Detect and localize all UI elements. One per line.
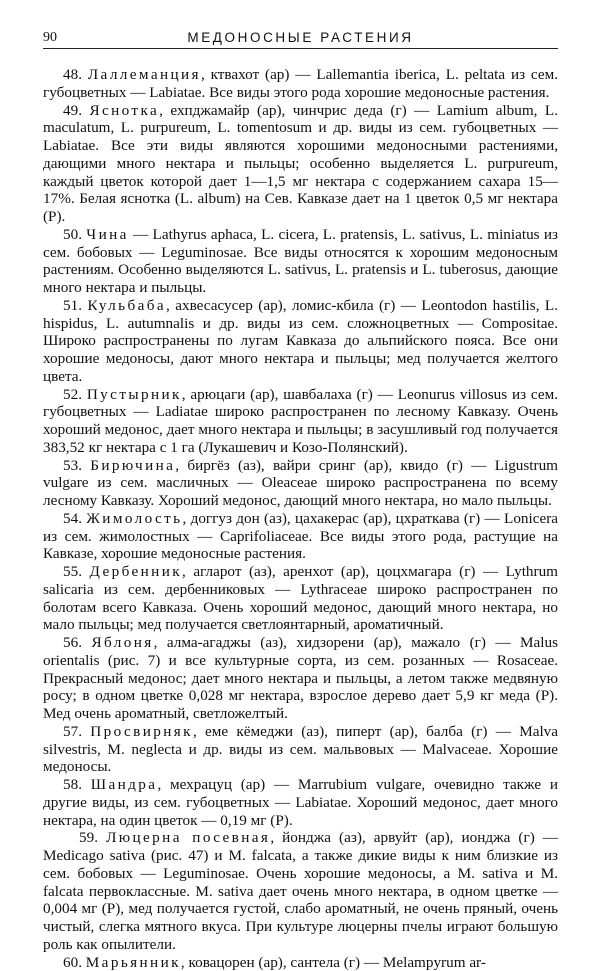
entry-number: 48. xyxy=(63,66,82,83)
entry-term: Яблоня xyxy=(91,634,153,651)
entry-number: 59. xyxy=(79,829,98,846)
entry-number: 49. xyxy=(63,102,82,119)
entry-term: Пустырник xyxy=(87,386,182,403)
entry-text: , ктвахот (ар) — Lallemantia iberica, L. peltata из сем. губоцветных — Labiatae. Все виды этого рода хорошие медоносные растения. xyxy=(43,66,558,101)
entry-text: , ехпджамайр (ар), чинчрис деда (г) — Lamium album, L. maculatum, L. purpureum, L. tomentosum и др. виды из сем. губоцветных — Labiatae. Все эти виды являются хорошими медоносными растениями, дающими много нектара и пыльцы; особенно выделяется L. purpureum, каждый цветок которой дает 1—1,5 мг нектара с содержанием сахара 15—17%. Белая яснотка (L. album) на Сев. Кавказе дает на 1 цветок 0,5 мг нектара (Р). xyxy=(43,102,558,226)
entry-term: Бирючина xyxy=(90,457,175,474)
entry-53 xyxy=(43,457,558,510)
entry-term: Кульбаба xyxy=(87,297,166,314)
entry-48 xyxy=(43,66,558,102)
entry-57 xyxy=(43,723,558,776)
entry-58 xyxy=(43,776,558,829)
entry-50 xyxy=(43,226,558,297)
entry-text: , ахвесасусер (ар), ломис-кбила (г) — Leontodon hastilis, L. hispidus, L. autumnalis и др. виды из сем. сложноцветных — Compositae. Широко распространены по лугам Кавказа до альпийского пояса. Все они хорошие медоносы, дают много нектара и пыльцы; мед получается желтого цвета. xyxy=(43,297,558,385)
entry-text: , алма-агаджы (аз), хидзорени (ар), мажало (г) — Malus orientalis (рис. 7) и все культурные сорта, из сем. розанных — Rosaceae. Прекрасный медонос; дает много нектара и пыльцы, а летом также медвяную росу; в одном цветке 0,028 мг нектара, взрослое дерево дает 5,9 кг меда (Р). Мед очень ароматный, светложелтый. xyxy=(43,634,558,722)
entry-term: Чина xyxy=(86,226,128,243)
entry-51 xyxy=(43,297,558,386)
entry-60 xyxy=(43,954,558,971)
entry-text: , еме кёмеджи (аз), пиперт (ар), балба (г) — Malva silvestris, M. neglecta и др. виды из сем. мальвовых — Malvaceae. Хорошие медоносы. xyxy=(43,723,558,776)
entry-text: , арюцаги (ар), шавбалаха (г) — Leonurus villosus из сем. губоцветных — Ladiatae широко распространен по лесному Кавказу. Очень хороший медонос, дает много нектара и пыльцы; в засушливый год получается 383,52 кг нектара с 1 га (Лукашевич и Козо-Полянский). xyxy=(43,386,558,456)
running-head xyxy=(43,28,558,49)
entry-text: , ковацорен (ар), сантела (г) — Melampyrum ar- xyxy=(181,954,486,971)
entry-number: 57. xyxy=(63,723,82,740)
entry-term: Жимолость xyxy=(86,510,182,527)
entry-text: , биргёз (аз), вайри сринг (ар), квидо (г) — Ligustrum vulgare из сем. масличных — Oleaceae широко распространена по всему лесному Кавказу. Хороший медонос, дающий много нектара, но мало пыльцы. xyxy=(43,457,558,510)
entry-52 xyxy=(43,386,558,457)
entry-54 xyxy=(43,510,558,563)
entry-term: Люцерна посевная xyxy=(106,829,270,846)
entry-55 xyxy=(43,563,558,634)
entry-term: Лаллеманция xyxy=(88,66,201,83)
entry-term: Яснотка xyxy=(89,102,159,119)
entry-number: 53. xyxy=(63,457,82,474)
entry-term: Дербенник xyxy=(90,563,183,580)
entry-text: — Lathyrus aphaca, L. cicera, L. pratensis, L. sativus, L. miniatus из сем. бобовых — Leguminosae. Все виды относятся к хорошим медоносным растениям. Особенно выделяются L. sativus, L. pratensis и L. tuberosus, дающие много нектара и пыльцы. xyxy=(43,226,558,296)
entry-text: , йонджа (аз), арвуйт (ар), ионджа (г) — Medicago sativa (рис. 47) и M. falcata, а также дикие виды к ним близкие из сем. бобовых — Leguminosae. Очень хорошие медоносы, а M. sativa и M. falcata первоклассные. M. sativa дает очень много нектара, в одном цветке — 0,004 мг (Р), мед получается густой, слабо ароматный, не очень пряный, очень чистый, слегка мятного вкуса. При культуре люцерны пчелы играют большую роль как опылители. xyxy=(43,829,558,953)
page-number: 90 xyxy=(43,30,57,46)
entry-59 xyxy=(43,829,558,953)
entry-number: 55. xyxy=(63,563,82,580)
entry-number: 54. xyxy=(63,510,82,527)
entry-56 xyxy=(43,634,558,723)
entry-number: 60. xyxy=(63,954,82,971)
entry-number: 58. xyxy=(63,776,82,793)
entry-term: Просвирняк xyxy=(90,723,193,740)
entry-number: 50. xyxy=(63,226,82,243)
entry-49 xyxy=(43,102,558,226)
entry-text: , агларот (аз), аренхот (ар), цоцхмагара (г) — Lythrum salicaria из сем. дербенниковых — Lythraceae широко распространен по болотам всего Кавказа. Очень хороший медонос, дающий много нектара, но мало пыльцы; мед получается светлоянтарный, ароматичный. xyxy=(43,563,558,633)
entry-text: , мехрацуц (ар) — Marrubium vulgare, очевидно также и другие виды, из сем. губоцветных — Labiatae. Хороший медонос, дает много нектара, на один цветок — 0,19 мг (Р). xyxy=(43,776,558,829)
entry-number: 56. xyxy=(63,634,82,651)
entry-number: 52. xyxy=(63,386,82,403)
body-text xyxy=(43,66,558,971)
entry-term: Марьянник xyxy=(86,954,181,971)
running-title: МЕДОНОСНЫЕ РАСТЕНИЯ xyxy=(43,30,558,45)
entry-number: 51. xyxy=(63,297,82,314)
entry-text: , доггуз дон (аз), цахакерас (ар), цхраткава (г) — Lonicera из сем. жимолостных — Caprifoliaceae. Все виды этого рода, растущие на Кавказе, хорошие медоносные растения. xyxy=(43,510,558,563)
entry-term: Шандра xyxy=(91,776,158,793)
